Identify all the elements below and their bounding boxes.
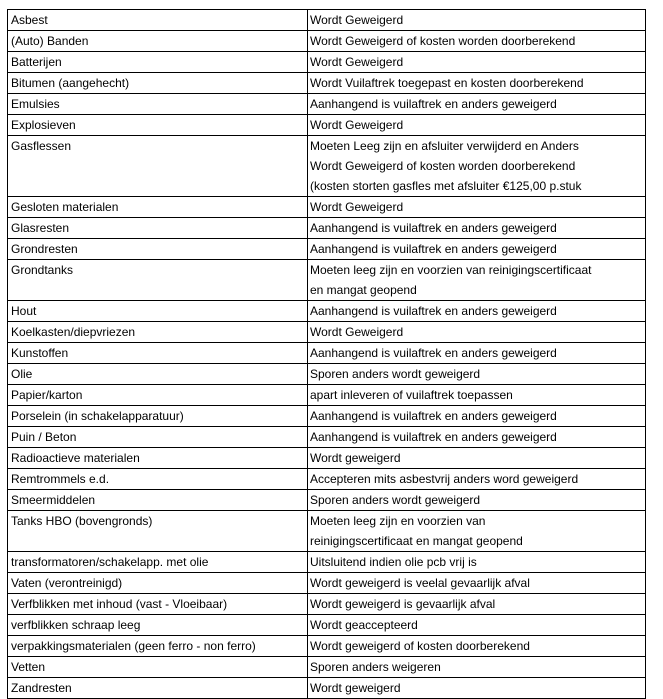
material-cell: Papier/karton [8,385,308,406]
table-row [8,31,646,52]
rule-cell [308,636,646,657]
material-cell: Gesloten materialen [8,197,308,218]
material-cell: Kunstoffen [8,343,308,364]
rule-line: Wordt Geweigerd of kosten worden doorberekend [310,159,576,173]
rule-line: Sporen anders wordt geweigerd [310,493,481,507]
material-cell: Bitumen (aangehecht) [8,73,308,94]
material-cell: transformatoren/schakelapp. met olie [8,552,308,573]
rule-cell [308,94,646,115]
rule-line: Aanhangend is vuilaftrek en anders geweigerd [310,346,557,360]
rule-line: Moeten leeg zijn en voorzien van reinigingscertificaat [310,263,592,277]
rule-cell [308,448,646,469]
rule-line: Wordt Geweigerd [310,325,404,339]
rule-cell [308,406,646,427]
rule-line: Sporen anders wordt geweigerd [310,367,481,381]
material-cell: Vetten [8,657,308,678]
table-row [8,10,646,31]
rule-cell [308,136,646,197]
rule-cell [308,573,646,594]
rule-cell [308,364,646,385]
rule-line: Moeten Leeg zijn en afsluiter verwijderd en Anders [310,139,579,153]
rule-line: Wordt Vuilaftrek toegepast en kosten doorberekend [310,76,584,90]
material-cell: Hout [8,301,308,322]
table-row [8,427,646,448]
rule-cell [308,301,646,322]
rule-cell [308,615,646,636]
material-cell: Batterijen [8,52,308,73]
material-cell: Smeermiddelen [8,490,308,511]
rule-cell [308,10,646,31]
rule-line: Moeten leeg zijn en voorzien van [310,514,486,528]
material-cell: Porselein (in schakelapparatuur) [8,406,308,427]
table-row [8,322,646,343]
table-row [8,490,646,511]
material-cell: Remtrommels e.d. [8,469,308,490]
material-cell: Puin / Beton [8,427,308,448]
rule-cell [308,427,646,448]
material-cell: Glasresten [8,218,308,239]
table-row [8,469,646,490]
rule-cell [308,678,646,699]
rule-line: Wordt geweigerd is gevaarlijk afval [310,597,496,611]
rule-cell [308,73,646,94]
table-row [8,448,646,469]
rule-line: Wordt geweigerd is veelal gevaarlijk afval [310,576,530,590]
table-row [8,218,646,239]
table-row [8,94,646,115]
rule-line: Aanhangend is vuilaftrek en anders geweigerd [310,242,557,256]
material-cell: Grondresten [8,239,308,260]
material-cell: (Auto) Banden [8,31,308,52]
rule-cell [308,469,646,490]
table-row [8,73,646,94]
rule-cell [308,385,646,406]
table-row [8,115,646,136]
rule-line: Aanhangend is vuilaftrek en anders geweigerd [310,97,557,111]
material-cell: Gasflessen [8,136,308,197]
material-cell: Tanks HBO (bovengronds) [8,511,308,552]
materials-table [7,9,646,699]
table-row [8,343,646,364]
table-row [8,406,646,427]
material-cell: Emulsies [8,94,308,115]
material-cell: Grondtanks [8,260,308,301]
material-cell: Vaten (verontreinigd) [8,573,308,594]
table-row [8,136,646,197]
rule-line: Aanhangend is vuilaftrek en anders geweigerd [310,430,557,444]
rule-line: Sporen anders weigeren [310,660,441,674]
table-row [8,615,646,636]
rule-cell [308,115,646,136]
rule-line: reinigingscertificaat en mangat geopend [310,534,523,548]
rule-line: Accepteren mits asbestvrij anders word geweigerd [310,472,579,486]
rule-line: en mangat geopend [310,283,417,297]
table-row [8,364,646,385]
table-row [8,52,646,73]
table-row [8,594,646,615]
rule-cell [308,657,646,678]
table-row [8,197,646,218]
rule-cell [308,52,646,73]
material-cell: Olie [8,364,308,385]
rule-cell [308,197,646,218]
rule-line: Wordt geweigerd [310,681,401,695]
table-row [8,657,646,678]
rule-line: Aanhangend is vuilaftrek en anders geweigerd [310,221,557,235]
rule-cell [308,322,646,343]
rule-cell [308,552,646,573]
materials-table-body [8,10,646,699]
rule-cell [308,260,646,301]
rule-line: apart inleveren of vuilaftrek toepassen [310,388,513,402]
material-cell: Koelkasten/diepvriezen [8,322,308,343]
rule-cell [308,511,646,552]
table-row [8,511,646,552]
rule-line: Wordt Geweigerd [310,118,404,132]
rule-cell [308,343,646,364]
material-cell: Explosieven [8,115,308,136]
table-row [8,552,646,573]
table-row [8,260,646,301]
table-row [8,636,646,657]
rule-line: Uitsluitend indien olie pcb vrij is [310,555,477,569]
rule-cell [308,239,646,260]
rule-cell [308,31,646,52]
table-row [8,573,646,594]
table-row [8,385,646,406]
rule-cell [308,490,646,511]
material-cell: Verfblikken met inhoud (vast - Vloeibaar) [8,594,308,615]
material-cell: Radioactieve materialen [8,448,308,469]
rule-line: Wordt geaccepteerd [310,618,418,632]
rule-cell [308,594,646,615]
rule-line: Wordt Geweigerd [310,13,404,27]
rule-line: Wordt Geweigerd [310,55,404,69]
table-row [8,301,646,322]
rule-line: Aanhangend is vuilaftrek en anders geweigerd [310,304,557,318]
material-cell: Asbest [8,10,308,31]
rule-line: Wordt Geweigerd [310,200,404,214]
rule-line: Wordt Geweigerd of kosten worden doorberekend [310,34,576,48]
rule-line: (kosten storten gasfles met afsluiter €125,00 p.stuk [310,179,582,193]
rule-line: Wordt geweigerd of kosten doorberekend [310,639,530,653]
rule-line: Aanhangend is vuilaftrek en anders geweigerd [310,409,557,423]
material-cell: Zandresten [8,678,308,699]
rule-cell [308,218,646,239]
material-cell: verpakkingsmaterialen (geen ferro - non ferro) [8,636,308,657]
table-row [8,678,646,699]
table-row [8,239,646,260]
material-cell: verfblikken schraap leeg [8,615,308,636]
rule-line: Wordt geweigerd [310,451,401,465]
